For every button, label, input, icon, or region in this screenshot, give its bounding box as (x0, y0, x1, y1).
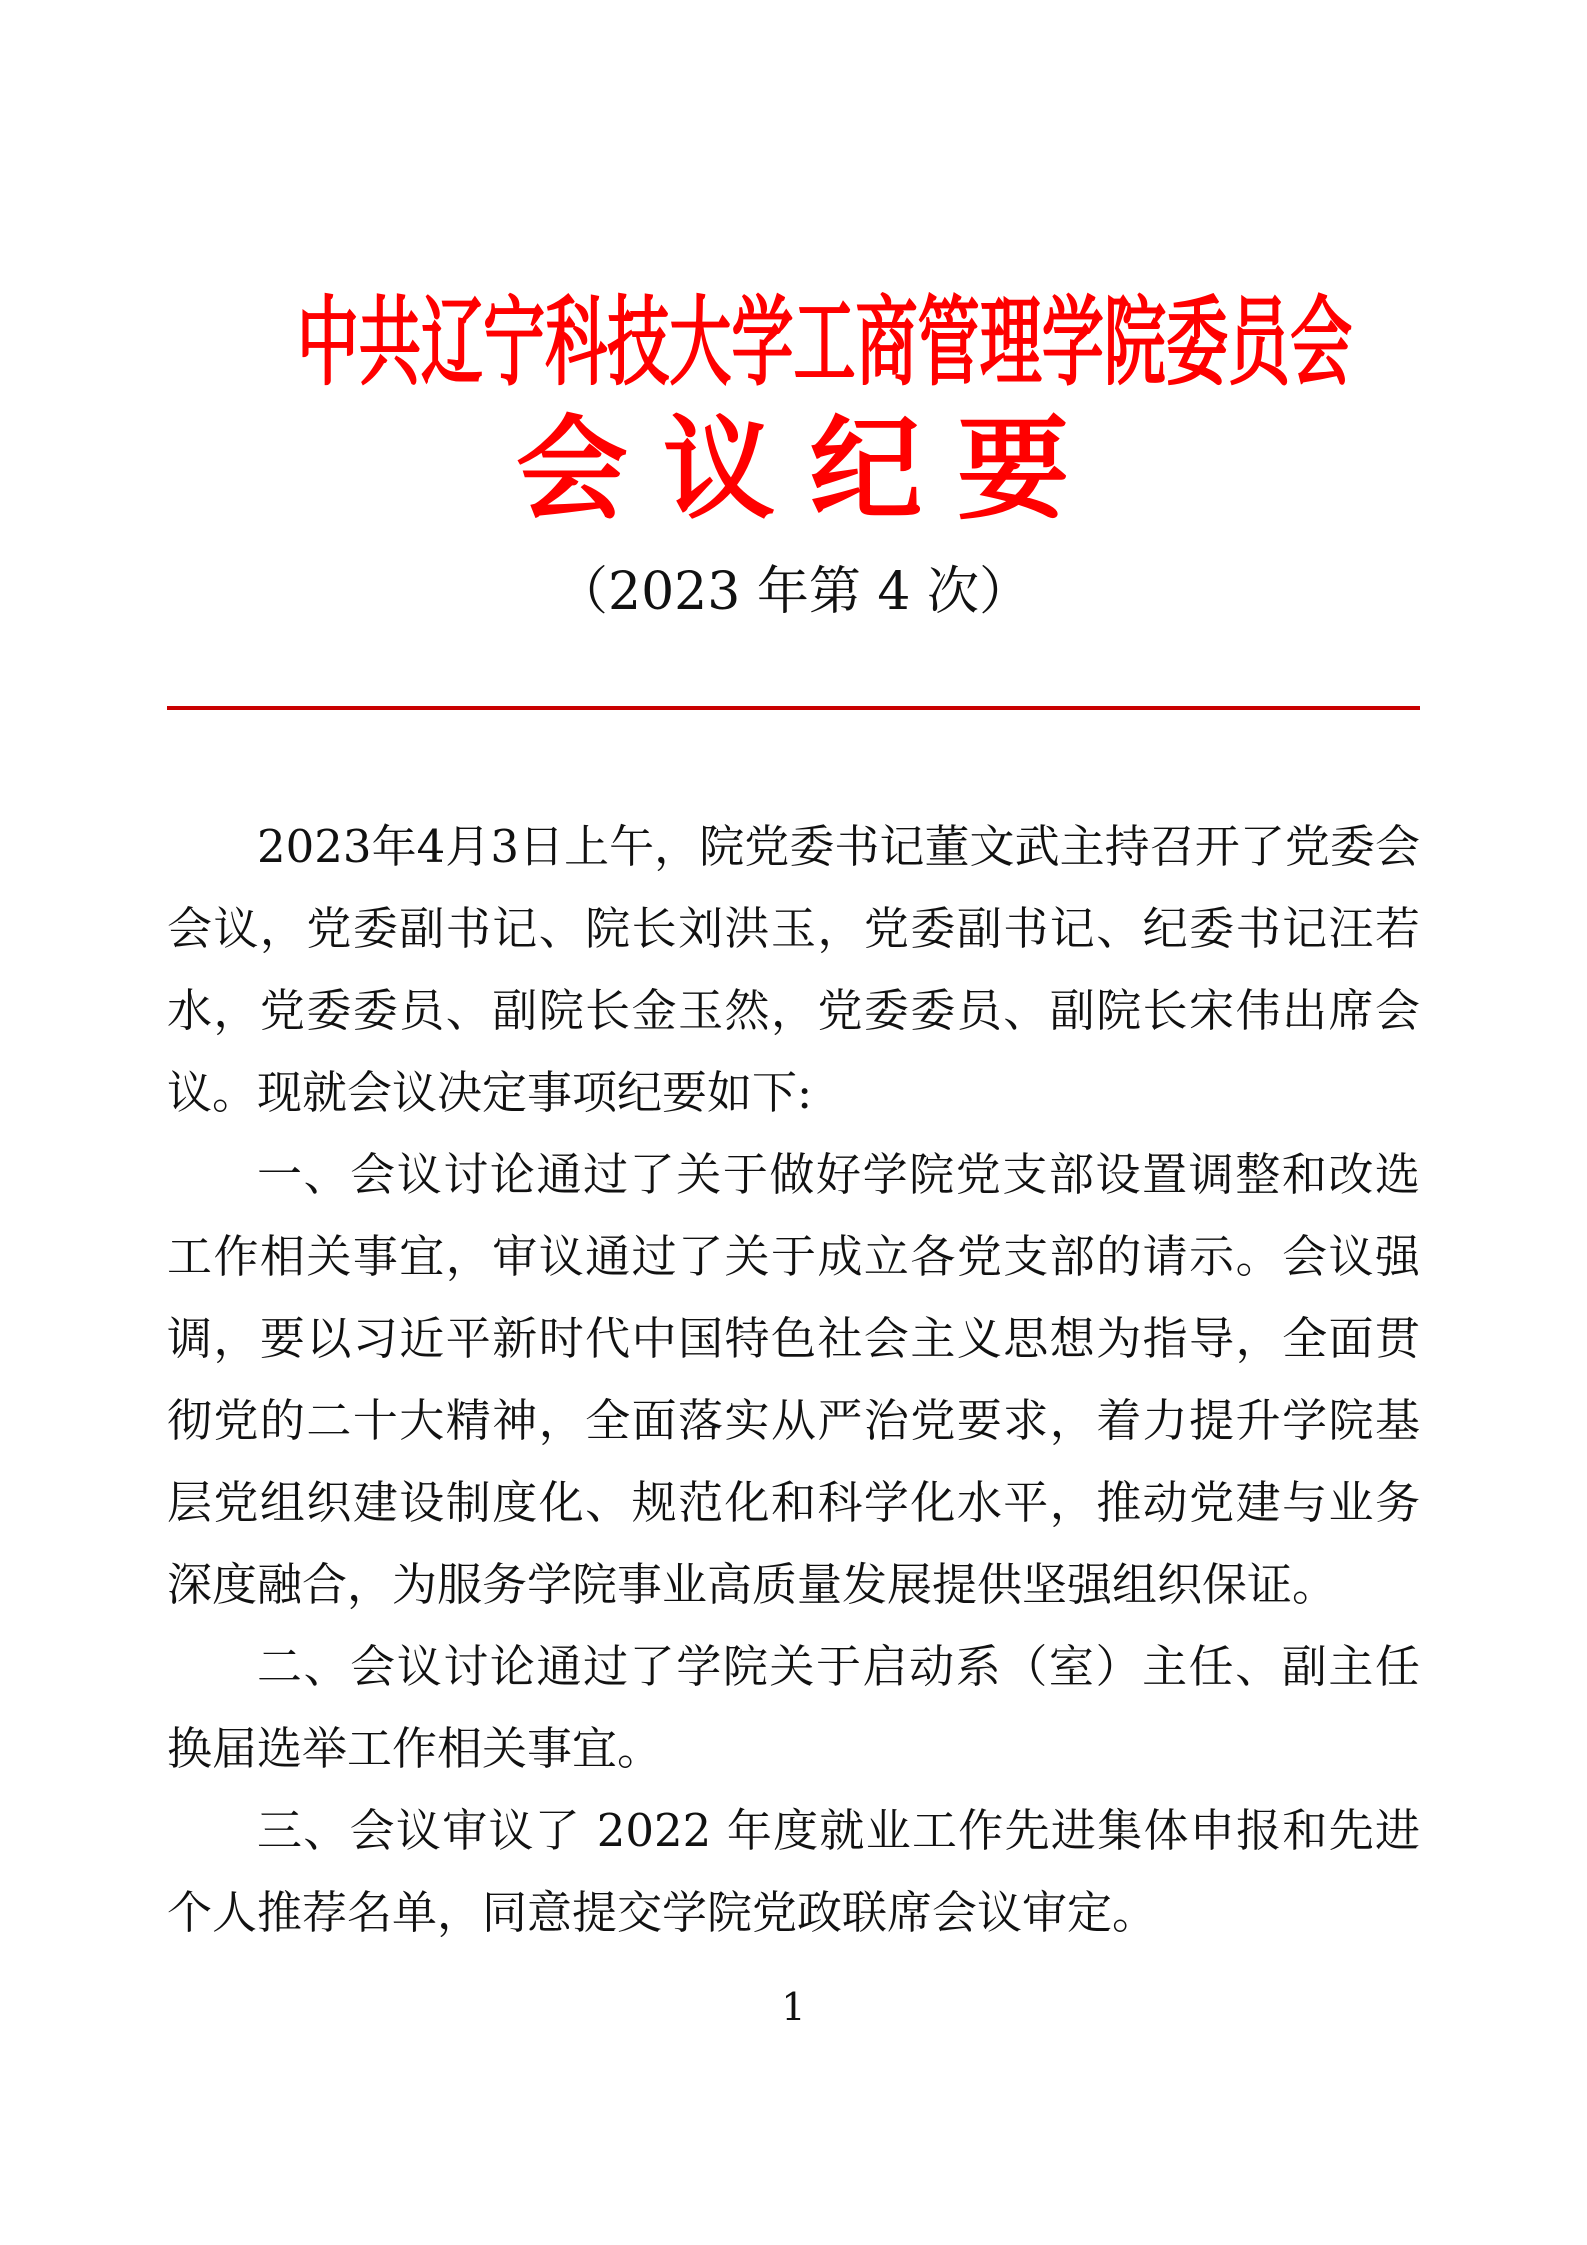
red-divider-line (167, 706, 1420, 710)
document-subtitle: 会 议 纪 要 (515, 406, 1072, 532)
document-title-text: 中共辽宁科技大学工商管理学院委员会 (296, 288, 1353, 397)
page-number: 1 (781, 1985, 806, 2029)
body-paragraph: 一、会议讨论通过了关于做好学院党支部设置调整和改选工作相关事宜，审议通过了关于成立各党支部的请示。会议强调，要以习近平新时代中国特色社会主义思想为指导，全面贯彻党的二十大精神，全面落实从严治党要求，着力提升学院基层党组织建设制度化、规范化和科学化水平，推动党建与业务深度融合，为服务学院事业高质量发展提供坚强组织保证。 (167, 1147, 1420, 1611)
document-body (167, 806, 1420, 1954)
body-paragraph: 2023年4月3日上午，院党委书记董文武主持召开了党委会会议，党委副书记、院长刘洪玉，党委副书记、纪委书记汪若水，党委委员、副院长金玉然，党委委员、副院长宋伟出席会议。现就会议决定事项纪要如下: (167, 819, 1420, 1119)
document-title (0, 288, 1587, 397)
body-paragraph: 三、会议审议了 2022 年度就业工作先进集体申报和先进个人推荐名单，同意提交学院党政联席会议审定。 (167, 1803, 1420, 1939)
document-header (0, 0, 1587, 622)
body-paragraph: 二、会议讨论通过了学院关于启动系（室）主任、副主任换届选举工作相关事宜。 (167, 1639, 1420, 1775)
session-number: （2023 年第 4 次） (555, 562, 1031, 623)
